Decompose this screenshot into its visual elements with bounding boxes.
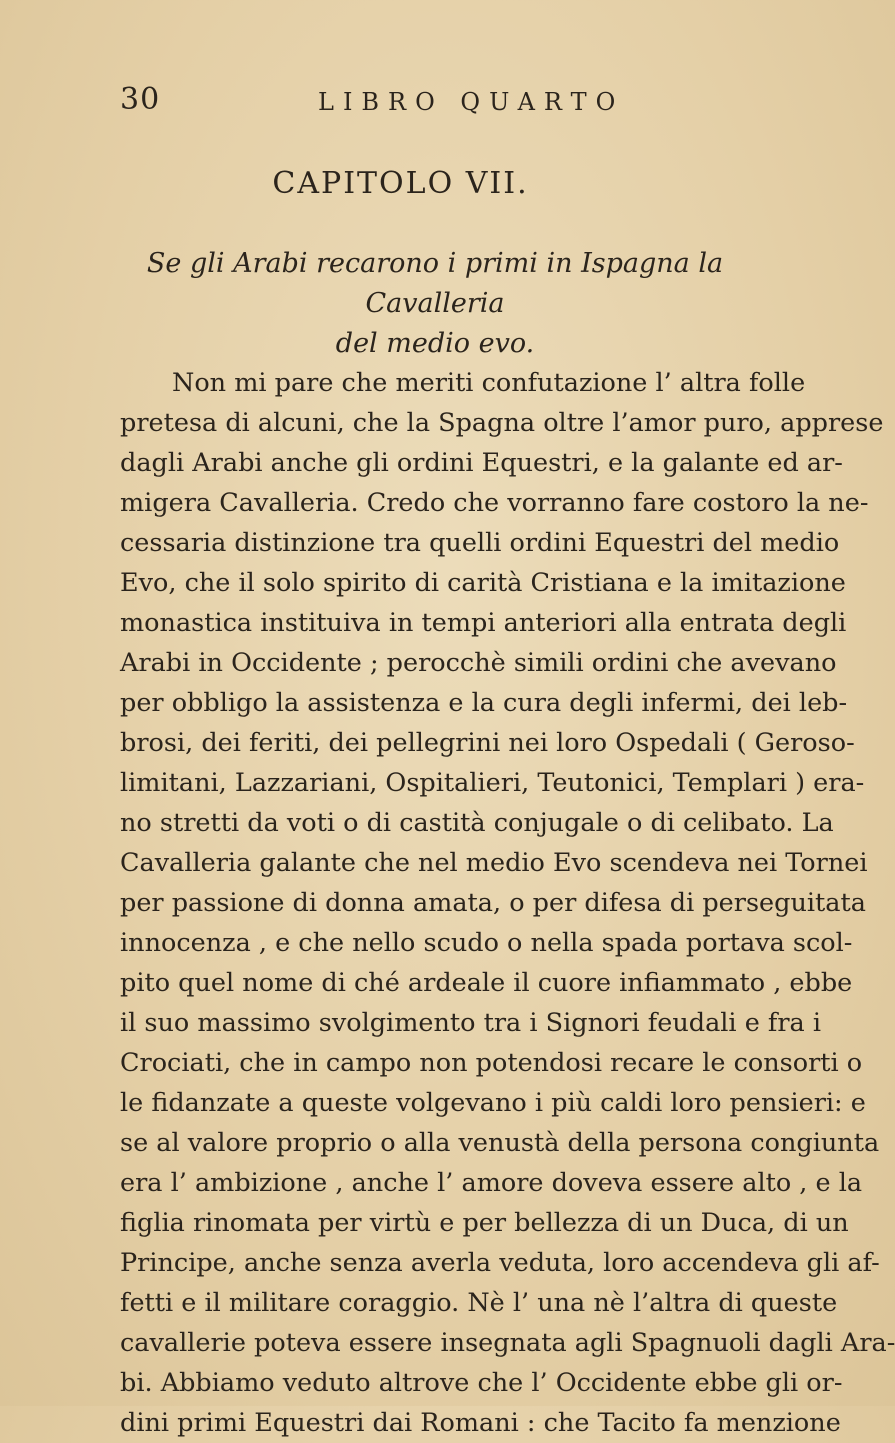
text-line: il suo massimo svolgimento tra i Signori feudali e fra i [120,1008,821,1038]
text-line: Cavalleria galante che nel medio Evo scendeva nei Tornei [120,848,868,878]
text-line: era l’ ambizione , anche l’ amore doveva essere alto , e la [120,1168,863,1198]
text-line: per passione di donna amata, o per difesa di perseguitata [120,888,866,918]
text-line: Evo, che il solo spirito di carità Cristiana e la imitazione [120,568,846,598]
text-line: per obbligo la assistenza e la cura degli infermi, dei leb- [120,688,848,718]
body-paragraph [120,363,895,1443]
chapter-subtitle-line: Se gli Arabi recarono i primi in Ispagna la Cavalleria [146,248,724,319]
text-line: Arabi in Occidente ; perocchè simili ordini che avevano [120,648,837,678]
running-head [120,82,760,122]
page-number: 30 [120,82,161,117]
text-line: fetti e il militare coraggio. Nè l’ una nè l’altra di queste [120,1288,838,1318]
text-line: innocenza , e che nello scudo o nella spada portava scol- [120,928,853,958]
text-line: Non mi pare che meriti confutazione l’ altra folle [172,368,806,398]
text-line: dagli Arabi anche gli ordini Equestri, e la galante ed ar- [120,448,843,478]
text-line: se al valore proprio o alla venustà della persona congiunta [120,1128,880,1158]
text-line: brosi, dei feriti, dei pellegrini nei loro Ospedali ( Geroso- [120,728,855,758]
running-title: LIBRO QUARTO [318,88,625,116]
text-line: pito quel nome di ché ardeale il cuore infiammato , ebbe [120,968,853,998]
text-line: no stretti da voti o di castità conjugale o di celibato. La [120,808,834,838]
text-line: Crociati, che in campo non potendosi recare le consorti o [120,1048,863,1078]
text-line: pretesa di alcuni, che la Spagna oltre l’amor puro, apprese [120,408,884,438]
text-line: migera Cavalleria. Credo che vorranno fare costoro la ne- [120,488,869,518]
text-line: limitani, Lazzariani, Ospitalieri, Teutonici, Templari ) era- [120,768,865,798]
text-line: figlia rinomata per virtù e per bellezza di un Duca, di un [120,1208,849,1238]
text-line: dini primi Equestri dai Romani : che Tacito fa menzione [120,1408,841,1438]
text-line: cavallerie poteva essere insegnata agli Spagnuoli dagli Ara- [120,1328,895,1358]
text-line: le fidanzate a queste volgevano i più caldi loro pensieri: e [120,1088,866,1118]
chapter-subtitle [110,244,760,364]
text-line: bi. Abbiamo veduto altrove che l’ Occidente ebbe gli or- [120,1368,843,1398]
text-line: monastica instituiva in tempi anteriori alla entrata degli [120,608,847,638]
chapter-subtitle-line: del medio evo. [335,328,535,359]
text-line: Principe, anche senza averla veduta, loro accendeva gli af- [120,1248,880,1278]
text-line: cessaria distinzione tra quelli ordini Equestri del medio [120,528,840,558]
chapter-title: CAPITOLO VII. [272,166,529,201]
